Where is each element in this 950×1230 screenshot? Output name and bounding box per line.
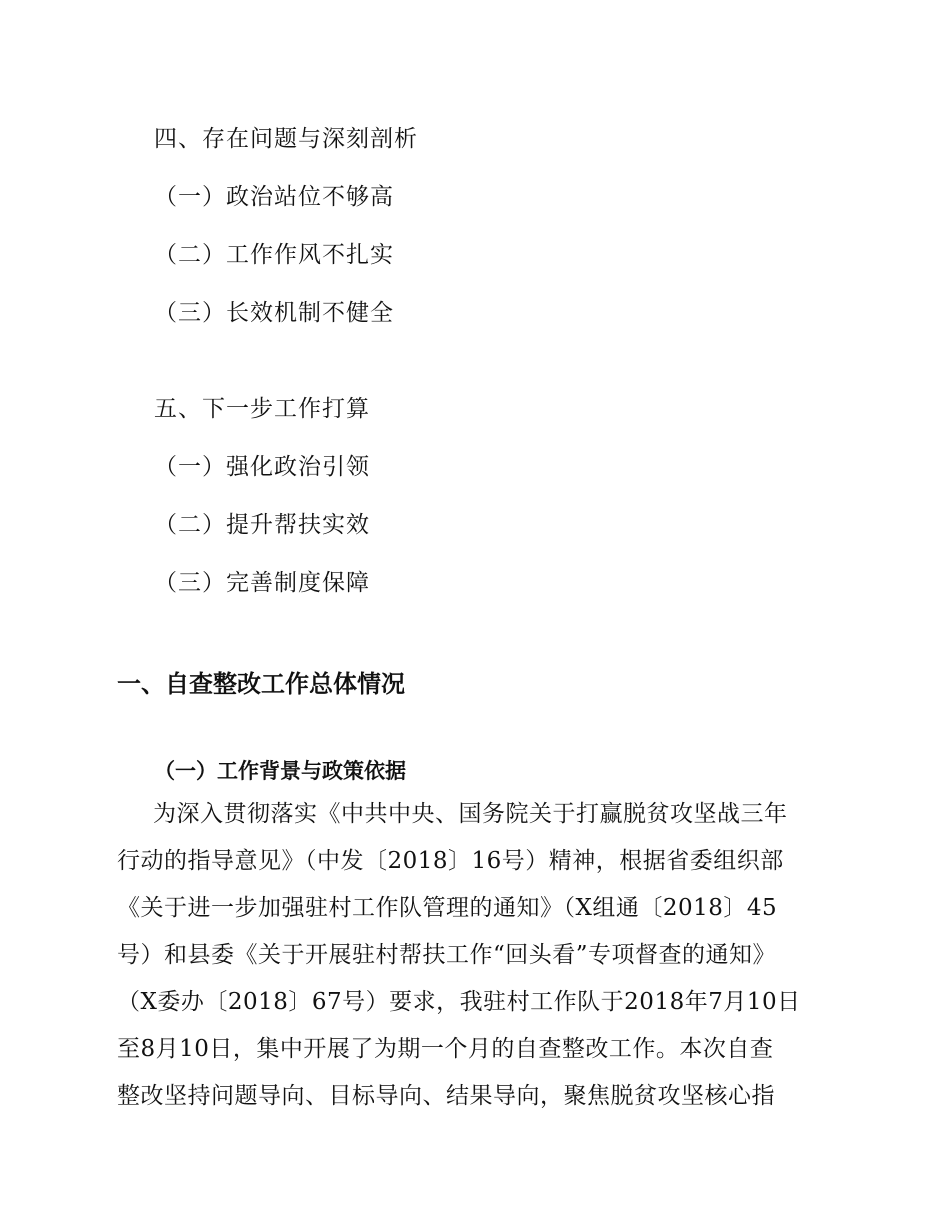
heading-level-1: 一、自查整改工作总体情况 — [117, 670, 405, 698]
outline-section-4-title: 四、存在问题与深刻剖析 — [154, 126, 418, 152]
outline-section-5-item-3: （三）完善制度保障 — [154, 570, 370, 596]
outline-section-5-item-2: （二）提升帮扶实效 — [154, 512, 370, 538]
outline-section-4-item-1: （一）政治站位不够高 — [154, 184, 394, 210]
outline-section-5-title: 五、下一步工作打算 — [154, 396, 370, 422]
heading-level-2: （一）工作背景与政策依据 — [154, 759, 406, 783]
paragraph-line: 《关于进一步加强驻村工作队管理的通知》（X组通〔2018〕45 — [117, 895, 778, 921]
outline-section-5-item-1: （一）强化政治引领 — [154, 454, 370, 480]
paragraph-line: 行动的指导意见》（中发〔2018〕16号）精神，根据省委组织部 — [117, 848, 784, 874]
paragraph-line: 为深入贯彻落实《中共中央、国务院关于打赢脱贫攻坚战三年 — [153, 801, 788, 827]
paragraph-line: 号）和县委《关于开展驻村帮扶工作“回头看”专项督查的通知》 — [117, 942, 777, 968]
paragraph-line: 整改坚持问题导向、目标导向、结果导向，聚焦脱贫攻坚核心指 — [117, 1083, 775, 1109]
body-paragraph — [117, 791, 829, 1120]
outline-section-4-item-3: （三）长效机制不健全 — [154, 300, 394, 326]
paragraph-line: 至8月10日，集中开展了为期一个月的自查整改工作。本次自查 — [117, 1036, 774, 1062]
outline-section-4-item-2: （二）工作作风不扎实 — [154, 242, 394, 268]
paragraph-line: （X委办〔2018〕67号）要求，我驻村工作队于2018年7月10日 — [117, 989, 801, 1015]
